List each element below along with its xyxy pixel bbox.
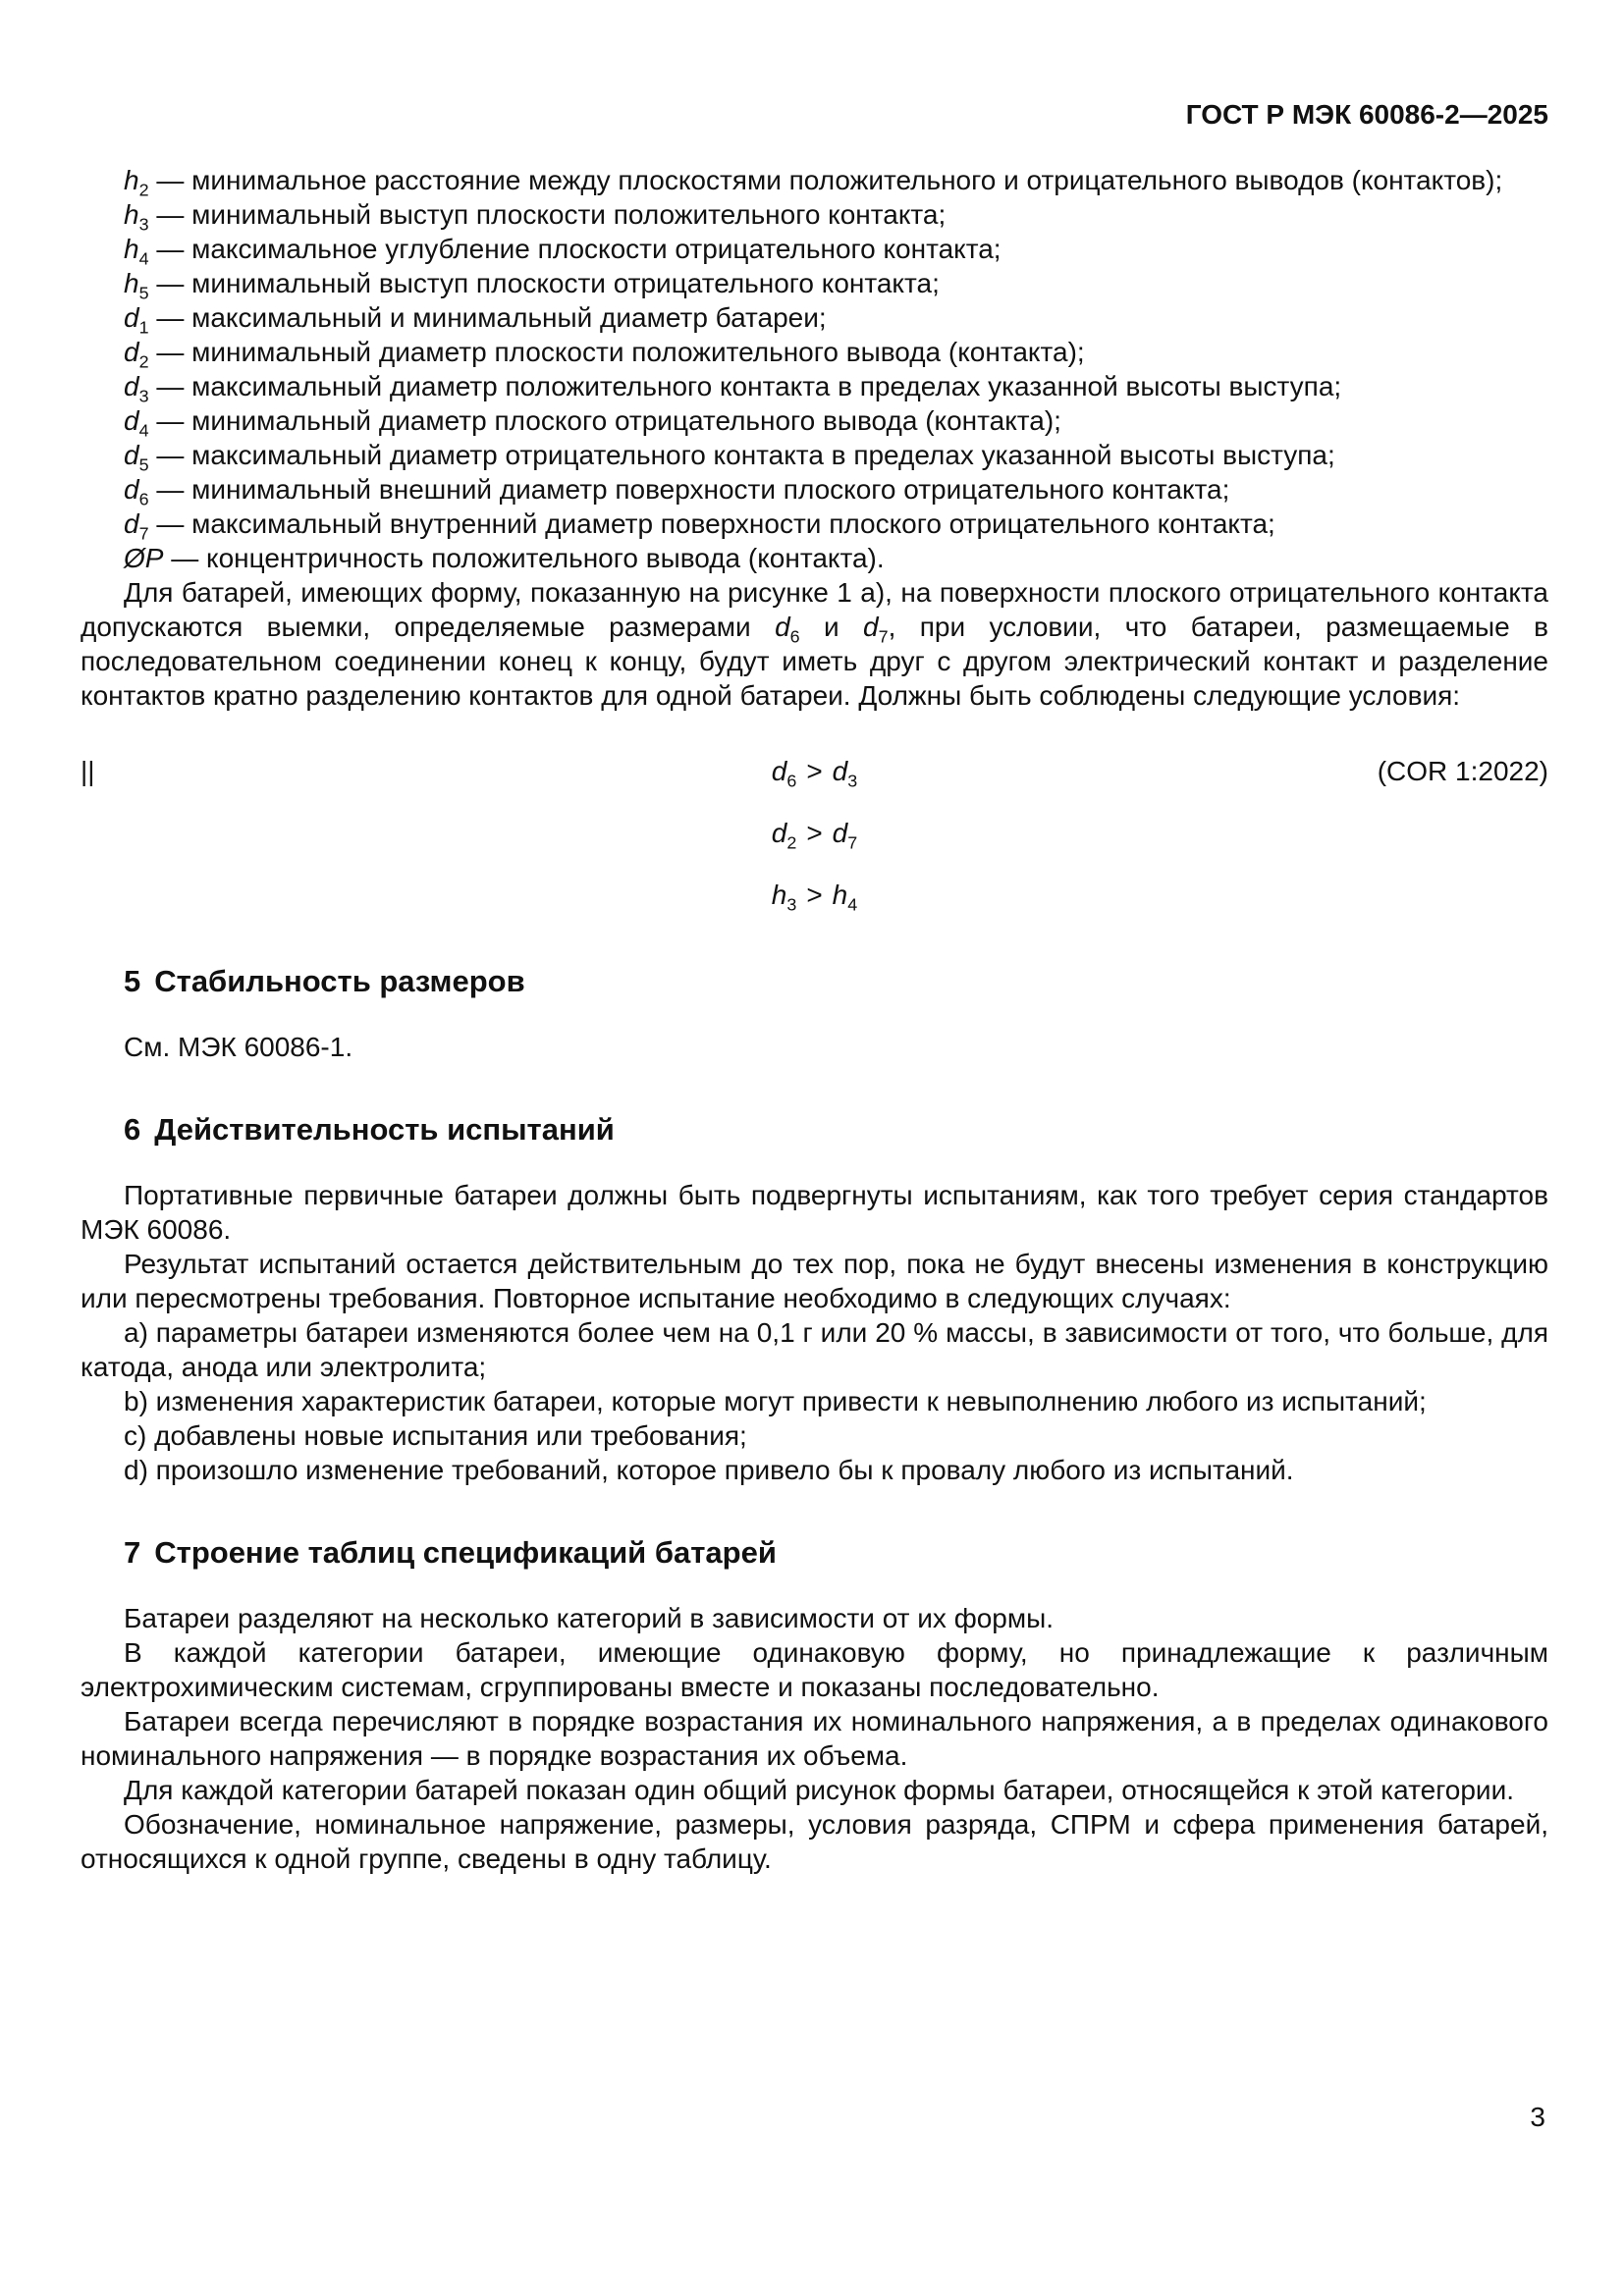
section-number: 6 bbox=[124, 1112, 141, 1147]
definition-text: — максимальный диаметр положительного контакта в пределах указанной высоты выступа; bbox=[148, 371, 1342, 401]
list-item: d) произошло изменение требований, которое привело бы к провалу любого из испытаний. bbox=[124, 1455, 1294, 1485]
definition-item bbox=[81, 197, 1548, 235]
section-heading-7 bbox=[81, 1534, 1548, 1572]
definition-text: — максимальное углубление плоскости отрицательного контакта; bbox=[148, 234, 1001, 264]
dimension-subscript: 2 bbox=[138, 351, 149, 372]
definition-item bbox=[81, 472, 1548, 507]
definition-item bbox=[81, 369, 1548, 406]
formula-operator: > bbox=[806, 756, 823, 786]
doc-number: ГОСТ Р МЭК 60086-2—2025 bbox=[1185, 99, 1548, 130]
section-number: 7 bbox=[124, 1535, 141, 1570]
formula-rhs-symbol: h bbox=[832, 880, 848, 910]
dimension-subscript: 7 bbox=[878, 626, 889, 647]
page-content bbox=[81, 98, 1548, 1876]
dimension-symbol: d bbox=[124, 371, 139, 401]
paragraph: В каждой категории батареи, имеющие одинаковую форму, но принадлежащие к различным электрохимическим системам, сгруппированы вместе и показаны последовательно. bbox=[81, 1637, 1548, 1702]
formula-lhs-subscript: 6 bbox=[786, 771, 797, 791]
definition-item bbox=[81, 507, 1548, 544]
formula-lhs-subscript: 2 bbox=[786, 832, 797, 853]
dimension-subscript: 6 bbox=[789, 626, 800, 647]
definition-text: — минимальное расстояние между плоскостями положительного и отрицательного выводов (контактов); bbox=[148, 165, 1503, 195]
section-heading-5 bbox=[81, 963, 1548, 1000]
dimension-subscript: 6 bbox=[138, 489, 149, 509]
section-title: Действительность испытаний bbox=[154, 1112, 615, 1147]
definition-item bbox=[81, 438, 1548, 475]
dimension-subscript: 2 bbox=[138, 180, 149, 200]
paragraph: См. МЭК 60086-1. bbox=[124, 1032, 353, 1062]
doc-header bbox=[81, 98, 1548, 132]
definition-text: — минимальный внешний диаметр поверхности плоского отрицательного контакта; bbox=[148, 474, 1230, 505]
paragraph: Портативные первичные батареи должны быть подвергнуты испытаниям, как того требует серия стандартов МЭК 60086. bbox=[81, 1180, 1548, 1245]
page-number: 3 bbox=[1530, 2102, 1545, 2132]
formula-lhs-symbol: d bbox=[771, 818, 787, 848]
dimension-symbol: d bbox=[124, 405, 139, 436]
definition-text: — максимальный внутренний диаметр поверхности плоского отрицательного контакта; bbox=[148, 508, 1275, 539]
paragraph: Для каждой категории батарей показан один общий рисунок формы батареи, относящейся к этой категории. bbox=[124, 1775, 1514, 1805]
definition-text: — минимальный диаметр плоскости положительного вывода (контакта); bbox=[148, 337, 1085, 367]
formula-rhs-subscript: 4 bbox=[847, 894, 858, 915]
dimension-symbol: h bbox=[124, 234, 139, 264]
list-item: c) добавлены новые испытания или требования; bbox=[124, 1420, 747, 1451]
dimension-symbol: d bbox=[863, 612, 879, 642]
paragraph: Обозначение, номинальное напряжение, размеры, условия разряда, СПРМ и сфера применения батарей, относящихся к одной группе, сведены в одну таблицу. bbox=[81, 1809, 1548, 1874]
list-item: b) изменения характеристик батареи, которые могут привести к невыполнению любого из испытаний; bbox=[124, 1386, 1427, 1416]
dimension-subscript: 3 bbox=[138, 214, 149, 235]
paragraph: Батареи разделяют на несколько категорий в зависимости от их формы. bbox=[124, 1603, 1055, 1633]
formula-row bbox=[81, 878, 1548, 915]
section-title: Стабильность размеров bbox=[154, 964, 525, 998]
dimension-subscript: 5 bbox=[138, 454, 149, 475]
intro-paragraph bbox=[81, 575, 1548, 713]
formula-operator: > bbox=[806, 880, 823, 910]
section-number: 5 bbox=[124, 964, 141, 998]
formula-rhs-symbol: d bbox=[832, 756, 848, 786]
section-title: Строение таблиц спецификаций батарей bbox=[154, 1535, 777, 1570]
formula-rhs-subscript: 3 bbox=[847, 771, 858, 791]
definition-text: — максимальный и минимальный диаметр батареи; bbox=[148, 302, 827, 333]
definition-item bbox=[81, 266, 1548, 303]
definition-item bbox=[81, 541, 1548, 575]
definition-item bbox=[81, 232, 1548, 269]
formula-operator: > bbox=[806, 818, 823, 848]
dimension-symbol: d bbox=[124, 508, 139, 539]
definition-item bbox=[81, 335, 1548, 372]
dimension-symbol: h bbox=[124, 268, 139, 298]
dimension-subscript: 1 bbox=[138, 317, 149, 338]
dimension-subscript: 4 bbox=[138, 248, 149, 269]
formula bbox=[771, 818, 858, 853]
definition-text: — концентричность положительного вывода (контакта). bbox=[163, 543, 885, 573]
definition-text: — максимальный диаметр отрицательного контакта в пределах указанной высоты выступа; bbox=[148, 440, 1335, 470]
dimension-subscript: 7 bbox=[138, 523, 149, 544]
intro-text: и bbox=[799, 612, 864, 642]
definition-item bbox=[81, 403, 1548, 441]
dimension-subscript: 4 bbox=[138, 420, 149, 441]
definition-item bbox=[81, 163, 1548, 200]
dimension-symbol: d bbox=[124, 440, 139, 470]
dimension-symbol: d bbox=[124, 337, 139, 367]
paragraph: Результат испытаний остается действительным до тех пор, пока не будут внесены изменения в конструкцию или пересмотрены требования. Повторное испытание необходимо в следующих случаях: bbox=[81, 1249, 1548, 1313]
dimension-symbol: d bbox=[124, 474, 139, 505]
dimension-subscript: 5 bbox=[138, 283, 149, 303]
formula-lhs-symbol: h bbox=[771, 880, 787, 910]
definition-text: — минимальный диаметр плоского отрицательного вывода (контакта); bbox=[148, 405, 1061, 436]
formula-row bbox=[81, 754, 1548, 791]
dimension-symbol: d bbox=[775, 612, 790, 642]
cor-note: (COR 1:2022) bbox=[1377, 756, 1548, 786]
section-heading-6 bbox=[81, 1111, 1548, 1148]
intro-text: , при условии, что батареи, размещаемые в последовательном соединении конец к концу, будут иметь друг с другом электрический контакт и разделение контактов кратно разделению контактов для одной батареи. Должны быть соблюдены следующие условия: bbox=[81, 612, 1549, 711]
definition-text: — минимальный выступ плоскости отрицательного контакта; bbox=[148, 268, 940, 298]
paragraph: Батареи всегда перечисляют в порядке возрастания их номинального напряжения, а в пределах одинакового номинального напряжения — в порядке возрастания их объема. bbox=[81, 1706, 1548, 1771]
change-marker: || bbox=[81, 756, 95, 786]
dimension-symbol: ØP bbox=[124, 543, 164, 573]
definition-text: — минимальный выступ плоскости положительного контакта; bbox=[148, 199, 947, 230]
list-item: a) параметры батареи изменяются более чем на 0,1 г или 20 % массы, в зависимости от того, что больше, для катода, анода или электролита; bbox=[81, 1317, 1548, 1382]
dimension-symbol: h bbox=[124, 199, 139, 230]
dimension-symbol: h bbox=[124, 165, 139, 195]
definition-item bbox=[81, 300, 1548, 338]
formula bbox=[771, 756, 858, 791]
formula bbox=[771, 880, 858, 915]
formula-rhs-subscript: 7 bbox=[847, 832, 858, 853]
intro-text: Для батарей, имеющих форму, показанную на рисунке 1 а), на поверхности плоского отрицательного контакта допускаются выемки, определяемые размерами bbox=[81, 577, 1548, 642]
formula-lhs-symbol: d bbox=[771, 756, 787, 786]
formula-row bbox=[81, 816, 1548, 853]
formula-rhs-symbol: d bbox=[832, 818, 848, 848]
formula-lhs-subscript: 3 bbox=[786, 894, 797, 915]
dimension-subscript: 3 bbox=[138, 386, 149, 406]
dimension-symbol: d bbox=[124, 302, 139, 333]
